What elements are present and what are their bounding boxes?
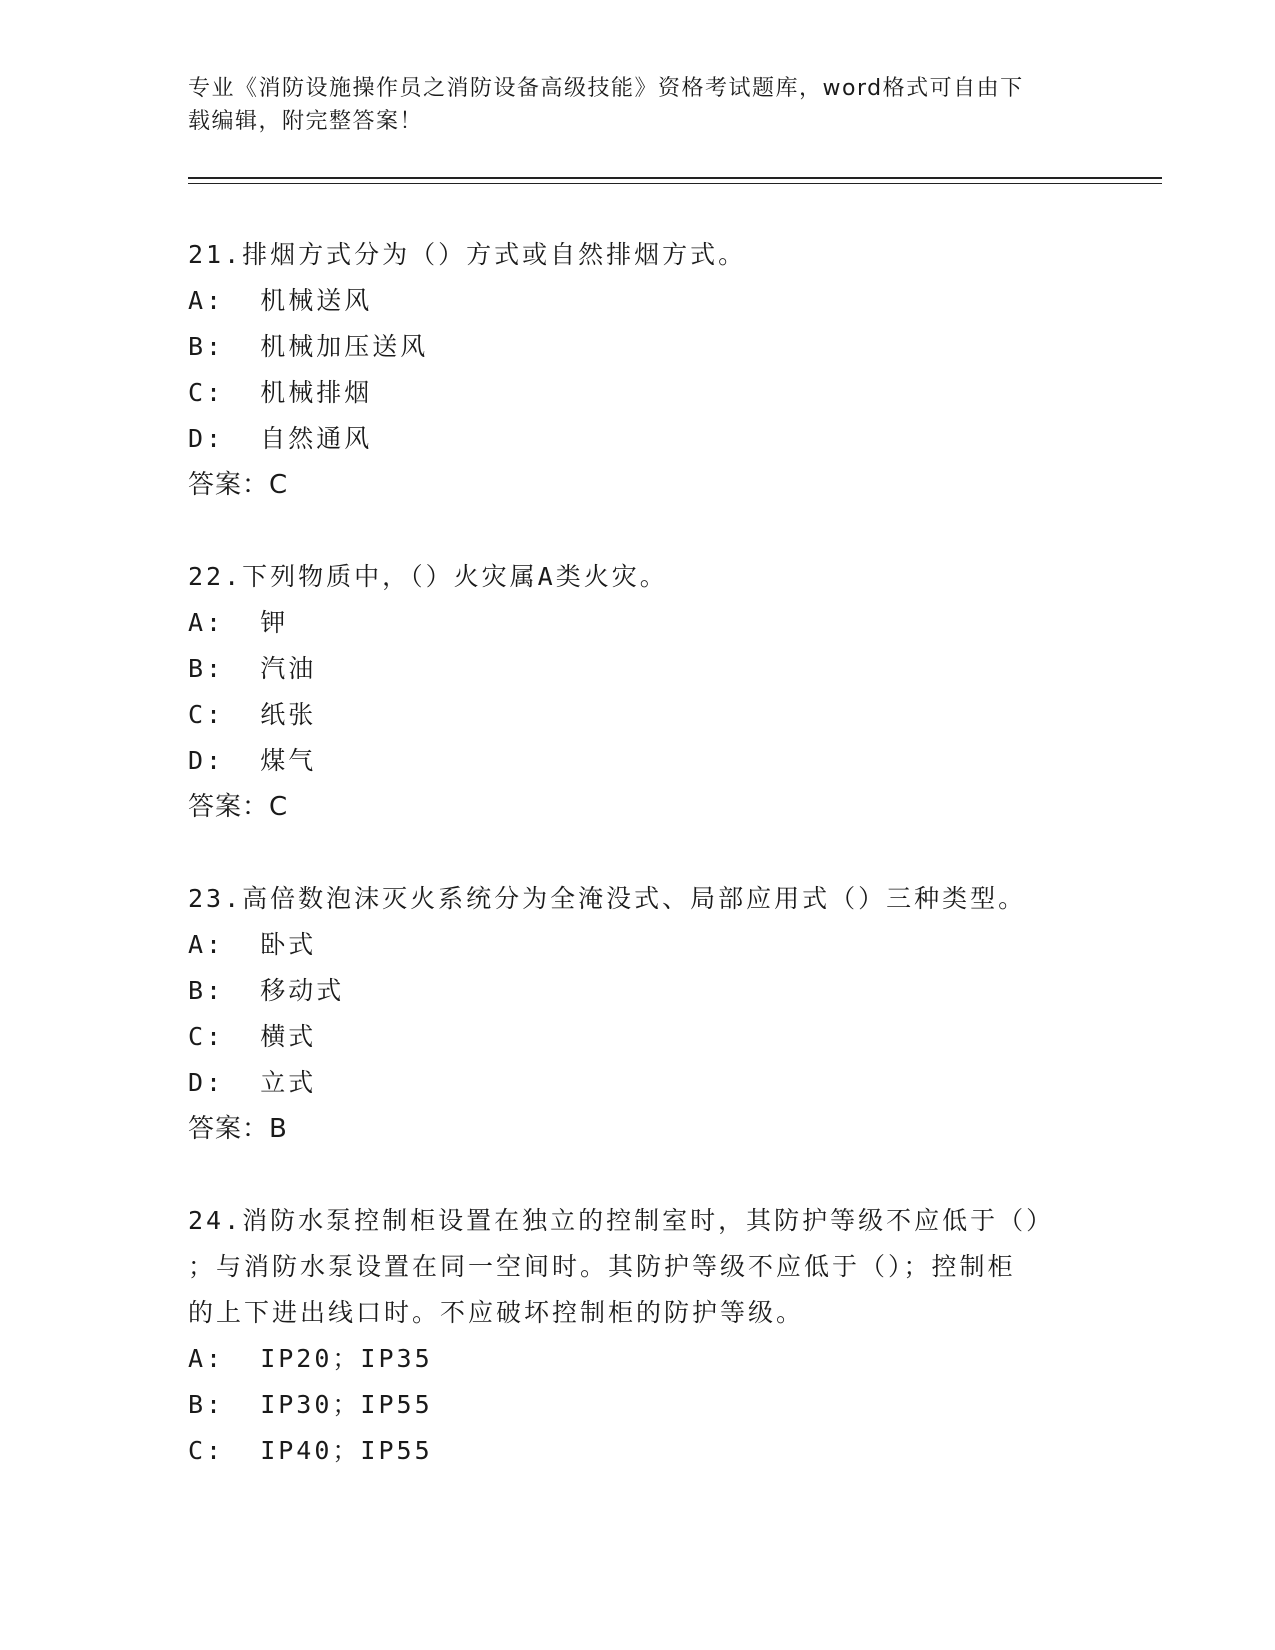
- option-b: B: 移动式: [188, 976, 345, 1005]
- option-a: A: 卧式: [188, 930, 317, 959]
- question-stem-line-1: 24.消防水泵控制柜设置在独立的控制室时，其防护等级不应低于（）: [188, 1206, 1055, 1235]
- header-divider-thin: [188, 183, 1162, 184]
- header-line-2: 载编辑，附完整答案！: [188, 109, 424, 134]
- document-header: [188, 72, 1068, 138]
- option-b: B: IP30；IP55: [188, 1390, 433, 1419]
- header-line-1: 专业《消防设施操作员之消防设备高级技能》资格考试题库，word格式可自由下: [188, 76, 1024, 101]
- question-stem: 23.高倍数泡沫灭火系统分为全淹没式、局部应用式（）三种类型。: [188, 884, 1027, 913]
- question-23: [188, 876, 1068, 1152]
- question-stem: 22.下列物质中，（）火灾属A类火灾。: [188, 562, 668, 591]
- question-stem-line-2: ；与消防水泵设置在同一空间时。其防护等级不应低于（）；控制柜: [188, 1252, 1016, 1281]
- option-a: A: 钾: [188, 608, 289, 637]
- question-21: [188, 232, 1068, 508]
- question-22: [188, 554, 1068, 830]
- option-d: D: 立式: [188, 1068, 317, 1097]
- option-c: C: 纸张: [188, 700, 317, 729]
- option-a: A: 机械送风: [188, 286, 373, 315]
- option-b: B: 汽油: [188, 654, 317, 683]
- question-list: [188, 232, 1068, 1520]
- option-c: C: 机械排烟: [188, 378, 373, 407]
- answer-label: 答案：C: [188, 792, 289, 822]
- answer-label: 答案：C: [188, 470, 289, 500]
- answer-label: 答案：B: [188, 1114, 288, 1144]
- option-d: D: 自然通风: [188, 424, 373, 453]
- option-c: C: IP40；IP55: [188, 1436, 433, 1465]
- header-divider-thick: [188, 177, 1162, 179]
- option-a: A: IP20；IP35: [188, 1344, 433, 1373]
- option-d: D: 煤气: [188, 746, 317, 775]
- option-c: C: 横式: [188, 1022, 317, 1051]
- question-stem: 21.排烟方式分为（）方式或自然排烟方式。: [188, 240, 747, 269]
- option-b: B: 机械加压送风: [188, 332, 429, 361]
- question-24: [188, 1198, 1068, 1474]
- question-stem-line-3: 的上下进出线口时。不应破坏控制柜的防护等级。: [188, 1298, 805, 1327]
